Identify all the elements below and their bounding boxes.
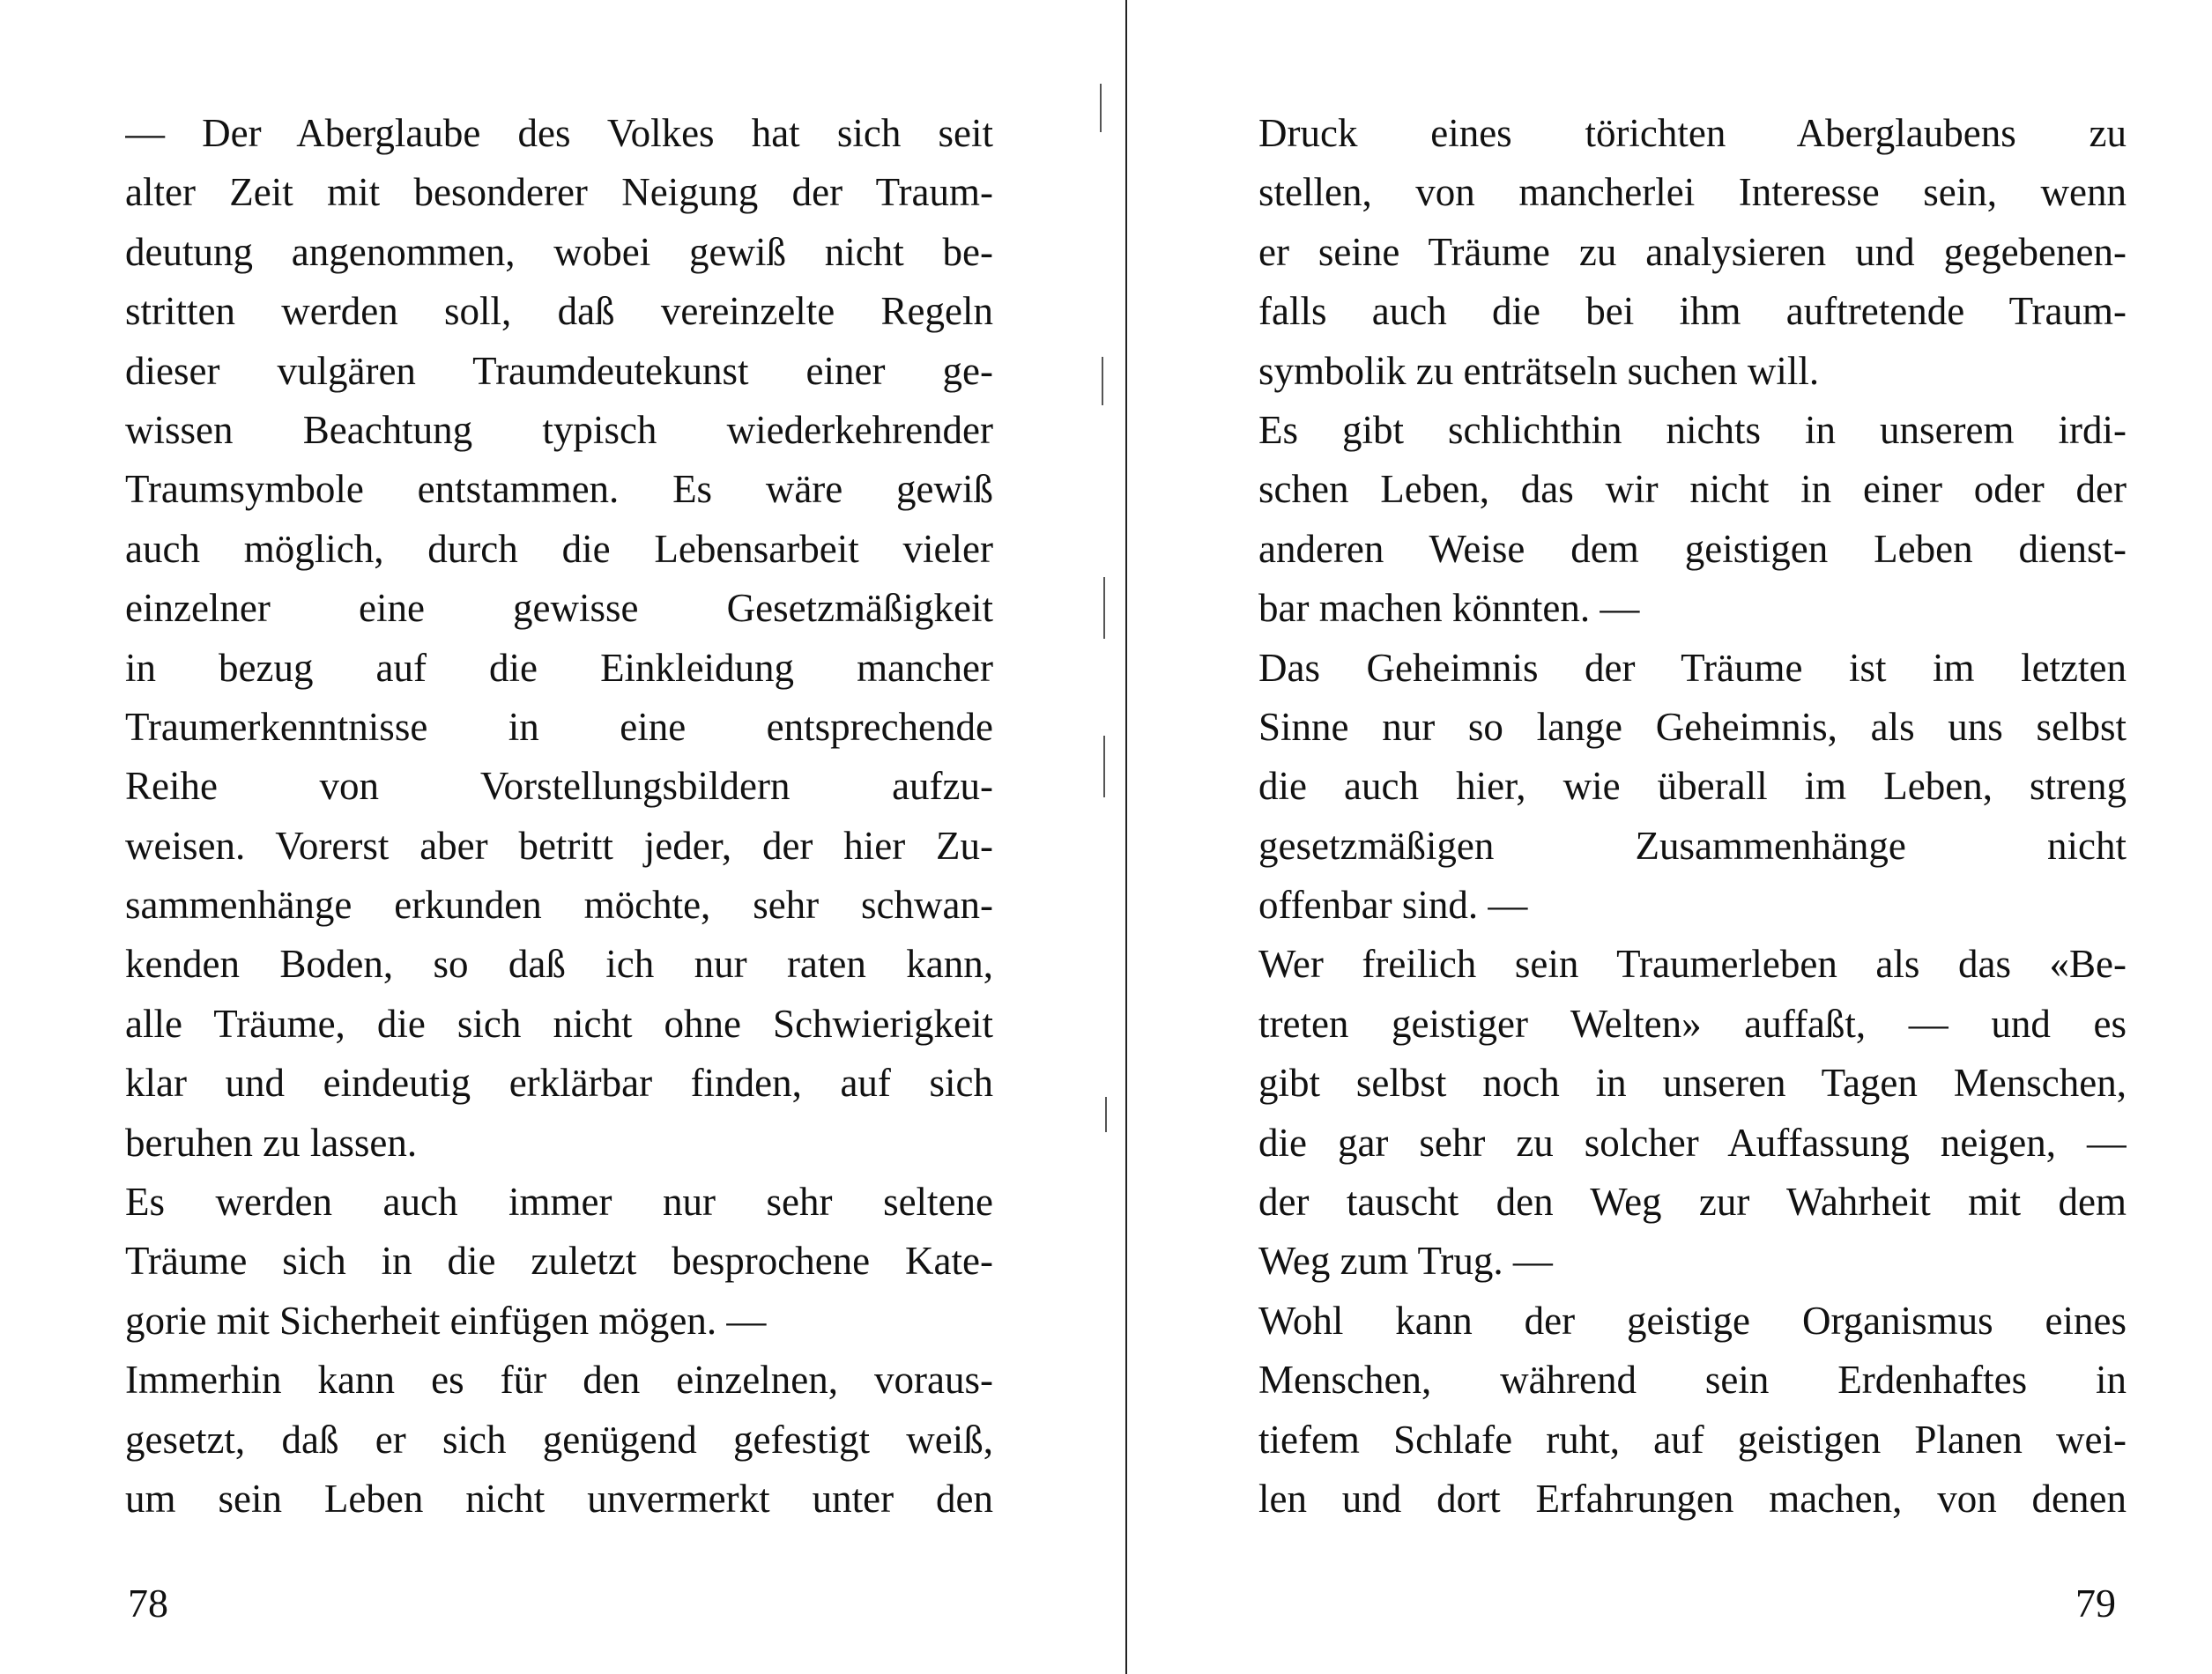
text-line: kenden Boden, so daß ich nur raten kann, (125, 942, 993, 987)
text-line: gibt selbst noch in unseren Tagen Menschen, (1258, 1061, 2127, 1106)
text-line: Das Geheimnis der Träume ist im letzten (1258, 645, 2127, 690)
text-line: Druck eines törichten Aberglaubens zu (1258, 111, 2127, 155)
text-line: deutung angenommen, wobei gewiß nicht be- (125, 229, 993, 274)
text-line: falls auch die bei ihm auftretende Traum- (1258, 289, 2127, 334)
gutter-mark (1105, 1097, 1107, 1132)
right-page-text (1258, 104, 2127, 1529)
text-line: beruhen zu lassen. (125, 1120, 418, 1165)
text-line: Immerhin kann es für den einzelnen, voraus- (125, 1358, 993, 1403)
gutter-mark (1100, 84, 1102, 132)
page-number: 78 (128, 1581, 168, 1626)
text-line: stritten werden soll, daß vereinzelte Regeln (125, 289, 993, 334)
text-line: schen Leben, das wir nicht in einer oder der (1258, 467, 2127, 512)
text-line: gesetzt, daß er sich genügend gefestigt weiß, (125, 1417, 993, 1462)
text-line: len und dort Erfahrungen machen, von denen (1258, 1476, 2127, 1521)
text-line: offenbar sind. — (1258, 883, 1528, 928)
text-line: in bezug auf die Einkleidung mancher (125, 645, 993, 690)
text-line: der tauscht den Weg zur Wahrheit mit dem (1258, 1180, 2127, 1225)
text-line: alle Träume, die sich nicht ohne Schwierigkeit (125, 1001, 993, 1046)
text-line: Sinne nur so lange Geheimnis, als uns selbst (1258, 704, 2127, 749)
text-line: Weg zum Trug. — (1258, 1239, 1553, 1284)
text-line: dieser vulgären Traumdeutekunst einer ge- (125, 348, 993, 393)
text-line: symbolik zu enträtseln suchen will. (1258, 348, 1820, 393)
gutter-mark (1102, 357, 1103, 405)
text-line: anderen Weise dem geistigen Leben dienst- (1258, 526, 2127, 571)
text-line: er seine Träume zu analysieren und gegebenen- (1258, 229, 2127, 274)
text-line: gorie mit Sicherheit einfügen mögen. — (125, 1298, 767, 1343)
text-line: tiefem Schlafe ruht, auf geistigen Planen wei- (1258, 1417, 2127, 1462)
text-line: weisen. Vorerst aber betritt jeder, der hier Zu- (125, 823, 993, 868)
text-line: Traumsymbole entstammen. Es wäre gewiß (125, 467, 993, 512)
text-line: Menschen, während sein Erdenhaftes in (1258, 1358, 2127, 1403)
text-line: bar machen könnten. — (1258, 586, 1640, 631)
text-line: stellen, von mancherlei Interesse sein, wenn (1258, 170, 2127, 215)
text-line: Wohl kann der geistige Organismus eines (1258, 1298, 2127, 1343)
text-line: einzelner eine gewisse Gesetzmäßigkeit (125, 586, 993, 631)
text-line: — Der Aberglaube des Volkes hat sich seit (125, 111, 993, 155)
text-line: Traumerkenntnisse in eine entsprechende (125, 704, 993, 749)
text-line: treten geistiger Welten» auffaßt, — und es (1258, 1001, 2127, 1046)
text-line: die auch hier, wie überall im Leben, streng (1258, 764, 2127, 809)
text-line: alter Zeit mit besonderer Neigung der Traum- (125, 170, 993, 215)
text-line: die gar sehr zu solcher Auffassung neigen, — (1258, 1120, 2127, 1165)
book-gutter (1125, 0, 1127, 1674)
text-line: um sein Leben nicht unvermerkt unter den (125, 1476, 993, 1521)
left-page-text (125, 104, 993, 1529)
text-line: klar und eindeutig erklärbar finden, auf sich (125, 1061, 993, 1106)
text-line: auch möglich, durch die Lebensarbeit vieler (125, 526, 993, 571)
page-number: 79 (2075, 1581, 2116, 1626)
text-line: Träume sich in die zuletzt besprochene Kate- (125, 1239, 993, 1284)
gutter-mark (1103, 736, 1105, 797)
text-line: Es gibt schlichthin nichts in unserem irdi- (1258, 407, 2127, 452)
gutter-mark (1103, 577, 1105, 639)
text-line: wissen Beachtung typisch wiederkehrender (125, 407, 993, 452)
text-line: gesetzmäßigen Zusammenhänge nicht (1258, 823, 2127, 868)
text-line: sammenhänge erkunden möchte, sehr schwan- (125, 883, 993, 928)
text-line: Wer freilich sein Traumerleben als das «Be- (1258, 942, 2127, 987)
text-line: Es werden auch immer nur sehr seltene (125, 1180, 993, 1225)
text-line: Reihe von Vorstellungsbildern aufzu- (125, 764, 993, 809)
